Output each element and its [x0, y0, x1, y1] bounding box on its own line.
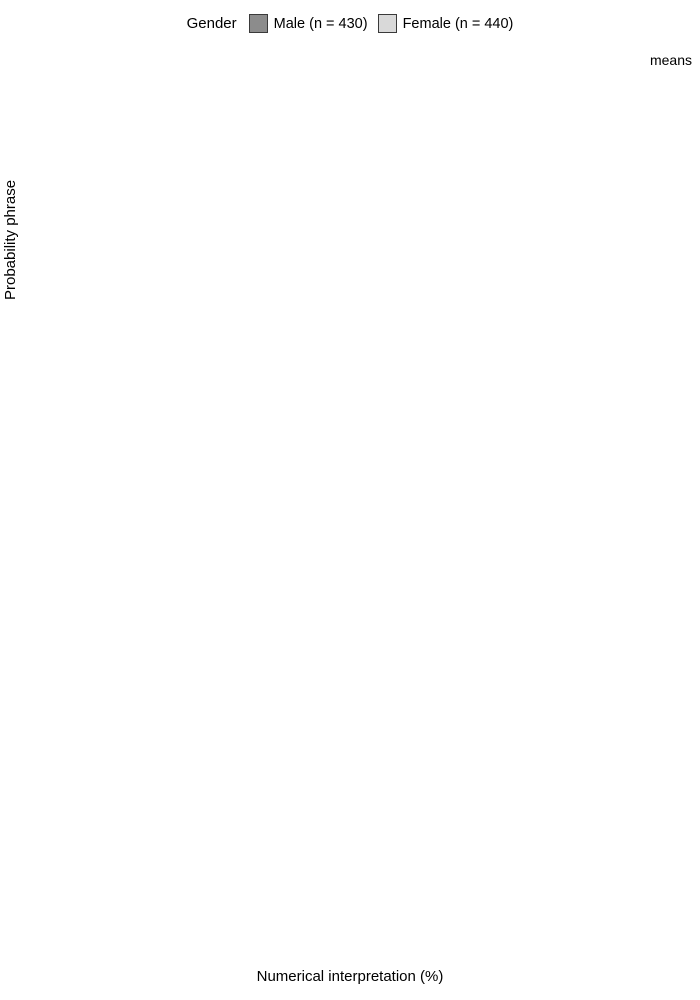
legend-swatch-female: [378, 14, 397, 33]
means-header: means: [649, 52, 692, 68]
legend-title: Gender: [186, 15, 237, 32]
legend-label-female: Female (n = 440): [402, 15, 514, 32]
legend-item-female: [378, 14, 514, 33]
chart-legend: [0, 14, 700, 33]
legend-label-male: Male (n = 430): [273, 15, 368, 32]
ridge-densities: [192, 62, 610, 934]
y-axis-title: Probability phrase: [2, 179, 19, 300]
plot-panel: [192, 62, 610, 934]
legend-swatch-male: [249, 14, 268, 33]
legend-item-male: [249, 14, 368, 33]
x-axis-title: Numerical interpretation (%): [256, 968, 444, 985]
